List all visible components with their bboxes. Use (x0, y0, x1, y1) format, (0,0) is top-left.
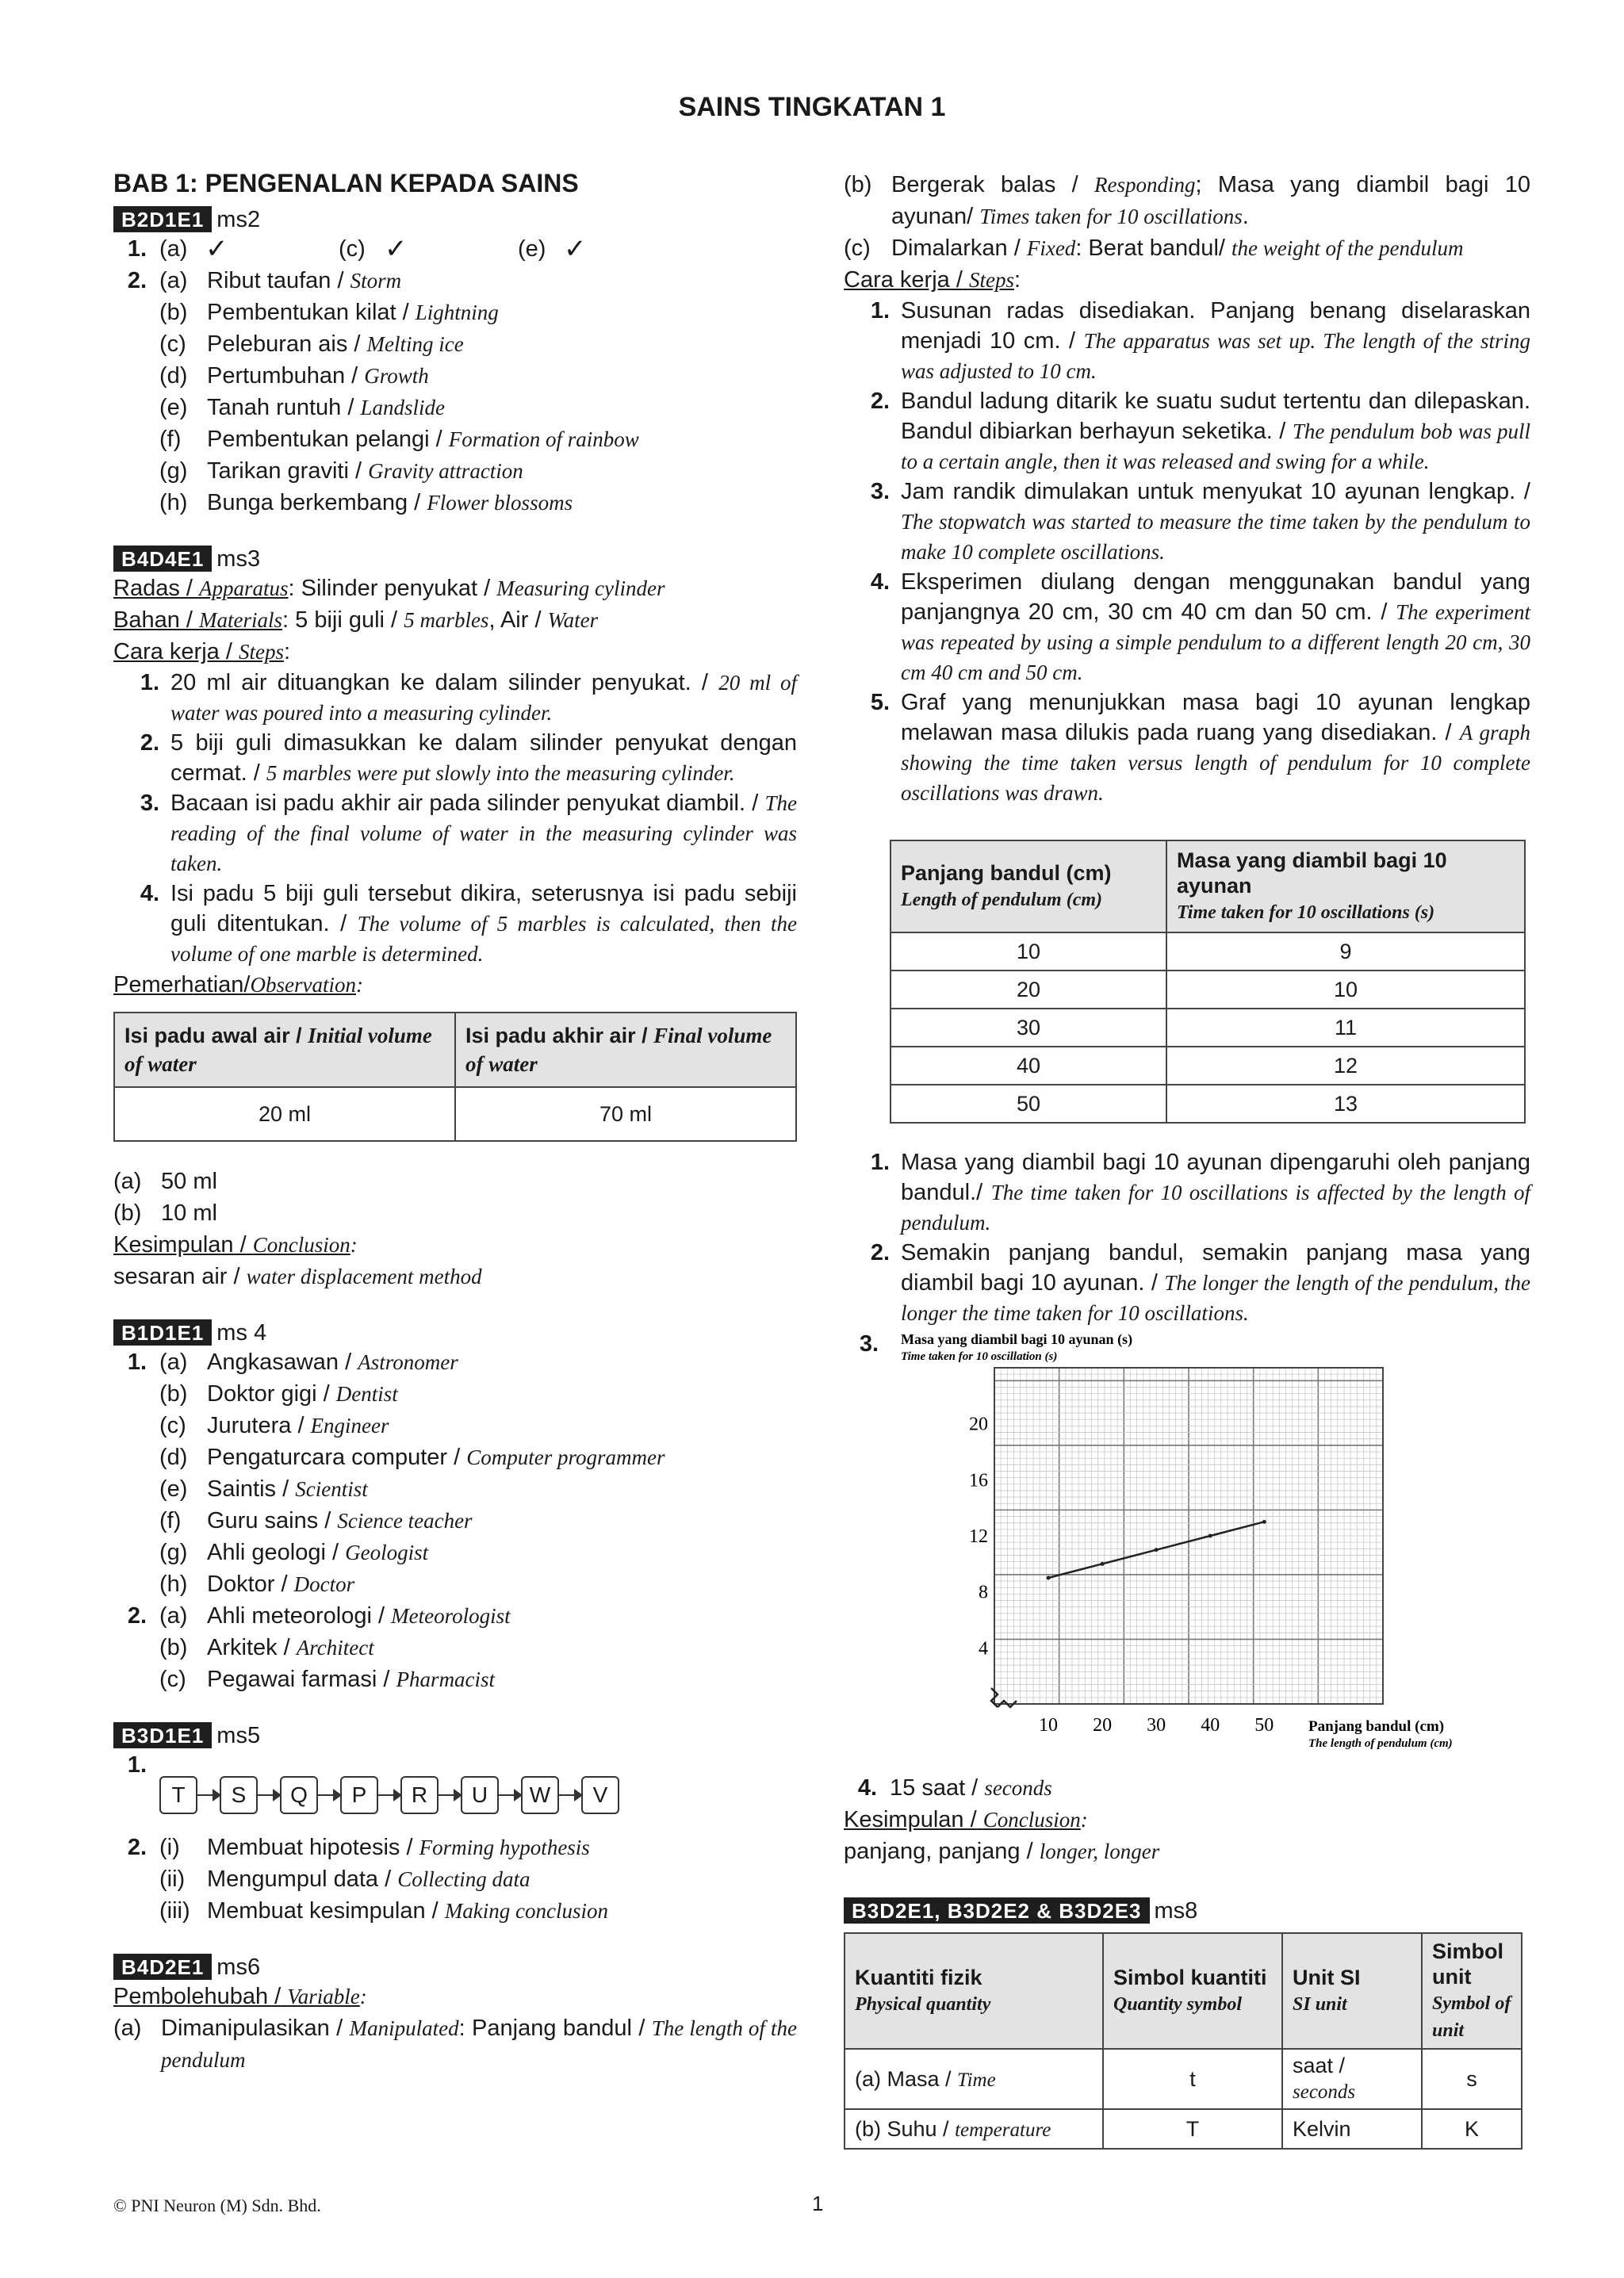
section-tag: B3D1E1 (113, 1722, 212, 1748)
check-icon: ✓ (564, 234, 587, 264)
step-item: 3. Bacaan isi padu akhir air pada silinder penyukat diambil. / The reading of the final volume of water in the measuring cylinder was taken. (140, 791, 797, 875)
list-item: (f) Guru sains / Science teacher (159, 1508, 473, 1533)
data-point (1262, 1520, 1266, 1524)
pendulum-table (890, 840, 1526, 1124)
step-item: 4. Eksperimen diulang dengan menggunakan bandul yang panjangnya 20 cm, 30 cm 40 cm dan 50 cm. / The experiment was repeated by using a simple pendulum to a different length 20 cm, 30 cm 40 cm and 50 cm. (870, 569, 1530, 684)
sequence-box: Q (280, 1776, 318, 1814)
y-tick-label: 8 (979, 1582, 988, 1603)
table-cell: 10 (1166, 971, 1525, 1009)
step-item: 2. Bandul ladung ditarik ke suatu sudut tertentu dan dilepaskan. Bandul dibiarkan berhayun seketika. / The pendulum bob was pull to a certain angle, then it was released and swing for a while. (870, 389, 1530, 473)
table-row (891, 971, 1525, 1009)
list-item: (h) Bunga berkembang / Flower blossoms (159, 490, 573, 515)
sequence-box: S (220, 1776, 258, 1814)
table-header: Isi padu akhir air / Final volume of water (455, 1013, 796, 1087)
x-tick-label: 50 (1254, 1715, 1274, 1736)
arrow-icon (378, 1794, 400, 1796)
list-item: (b) Pembentukan kilat / Lightning (159, 300, 499, 325)
page-title: SAINS TINGKATAN 1 (678, 92, 946, 122)
sequence-box: U (461, 1776, 499, 1814)
step-item: 1. Masa yang diambil bagi 10 ayunan dipengaruhi oleh panjang bandul./ The time taken for 10 oscillations is affected by the length of pendulum. (870, 1150, 1530, 1235)
conclusion-label: Kesimpulan / Conclusion: (113, 1232, 358, 1258)
answer-b: (b) 10 ml (113, 1200, 217, 1226)
data-point (1155, 1548, 1159, 1552)
materials-line: Bahan / Materials: 5 biji guli / 5 marbles, Air / Water (113, 607, 599, 633)
list-item: 2. (i) Membuat hipotesis / Forming hypothesis (127, 1835, 590, 1860)
section-tag: B1D1E1 (113, 1319, 212, 1346)
variable-b: (b) Bergerak balas / Responding; Masa yang diambil bagi 10 ayunan/ Times taken for 10 oscillations. (844, 172, 1530, 229)
arrow-icon (258, 1794, 280, 1796)
list-item: (d) Pertumbuhan / Growth (159, 363, 429, 389)
table-cell: 20 (891, 971, 1166, 1009)
x-tick-label: 10 (1039, 1715, 1059, 1736)
x-tick-label: 30 (1147, 1715, 1166, 1736)
page-ref: ms8 (1154, 1898, 1198, 1924)
conclusion-label: Kesimpulan / Conclusion: (844, 1807, 1088, 1832)
list-item: (e) Saintis / Scientist (159, 1476, 368, 1502)
list-item: (h) Doktor / Doctor (159, 1572, 355, 1597)
page-number: 1 (812, 2192, 824, 2215)
y-tick-label: 4 (979, 1638, 988, 1660)
table-cell: 12 (1166, 1047, 1525, 1085)
table-row: (a) Masa / Time t saat / seconds s (845, 2049, 1522, 2109)
variable-a: (a) Dimanipulasikan / Manipulated: Panjang bandul / The length of the pendulum (113, 2016, 797, 2072)
list-item: 2. (a) Ribut taufan / Storm (127, 268, 402, 293)
list-item: (g) Ahli geologi / Geologist (159, 1540, 429, 1565)
table-cell: 11 (1166, 1009, 1525, 1047)
conclusion-value: sesaran air / water displacement method (113, 1264, 482, 1289)
step-item: 2. Semakin panjang bandul, semakin panjang masa yang diambil bagi 10 ayunan. / The longer the length of the pendulum, the longer the time taken for 10 oscillations. (870, 1240, 1530, 1325)
section-b4d2e1 (113, 1954, 797, 2076)
page-ref: ms3 (216, 546, 261, 572)
section-b2d1e1 (113, 206, 797, 519)
variable-label: Pembolehubah / Variable: (113, 1984, 367, 2009)
list-item: (c) Jurutera / Engineer (159, 1413, 389, 1438)
page-ref: ms2 (216, 207, 261, 232)
arrow-icon (499, 1794, 521, 1796)
list-item: (f) Pembentukan pelangi / Formation of rainbow (159, 427, 639, 452)
question-1: 1. (a) ✓ (c) ✓ (e) ✓ (127, 234, 587, 264)
arrow-icon (318, 1794, 340, 1796)
check-icon: ✓ (385, 234, 408, 264)
right-column (844, 169, 1530, 2150)
table-header: Masa yang diambil bagi 10 ayunan Time taken for 10 oscillations (s) (1166, 840, 1525, 932)
y-tick-label: 20 (969, 1414, 988, 1435)
table-cell: 50 (891, 1085, 1166, 1123)
observation-table (113, 1012, 797, 1142)
steps-label: Cara kerja / Steps: (113, 639, 291, 664)
table-header: Kuantiti fizik Physical quantity (845, 1933, 1103, 2049)
table-cell: 9 (1166, 932, 1525, 971)
graph-area: 3. Masa yang diambil bagi 10 ayunan (s) Time taken for 10 oscillation (s) 4 8 12 16 20 10 20 30 40 50 Panjang bandul (cm) The length of pendulum (cm) (844, 1328, 1530, 1772)
y-tick-label: 16 (969, 1470, 988, 1491)
sequence-box: V (581, 1776, 619, 1814)
data-point (1208, 1534, 1212, 1538)
observation-label: Pemerhatian/Observation: (113, 972, 363, 997)
arrow-icon (197, 1794, 220, 1796)
list-item: (d) Pengaturcara computer / Computer programmer (159, 1445, 665, 1470)
left-column (113, 169, 797, 2076)
section-tag: B2D1E1 (113, 206, 212, 232)
section-b1d1e1 (113, 1319, 797, 1695)
y-tick-label: 12 (969, 1526, 988, 1547)
quantity-table (844, 1932, 1522, 2150)
list-item: (g) Tarikan graviti / Gravity attraction (159, 458, 523, 484)
apparatus-line: Radas / Apparatus: Silinder penyukat / Measuring cylinder (113, 576, 665, 601)
table-row (891, 932, 1525, 971)
step-item: 2. 5 biji guli dimasukkan ke dalam silinder penyukat dengan cermat. / 5 marbles were put slowly into the measuring cylinder. (140, 730, 797, 786)
section-tag: B4D4E1 (113, 546, 212, 572)
step-item: 4. Isi padu 5 biji guli tersebut dikira, seterusnya isi padu sebiji guli ditentukan. / The volume of 5 marbles is calculated, then the volume of one marble is determined. (140, 881, 798, 966)
step-item: 5. Graf yang menunjukkan masa bagi 10 ayunan lengkap melawan masa dilukis pada ruang yang disediakan. / A graph showing the time taken versus length of pendulum for 10 complete oscillations was drawn. (870, 690, 1531, 805)
step-item: 3. Jam randik dimulakan untuk menyukat 10 ayunan lengkap. / The stopwatch was started to measure the time taken by the pendulum to make 10 complete oscillations. (870, 479, 1530, 564)
table-cell: 70 ml (455, 1087, 796, 1141)
page-ref: ms6 (216, 1954, 261, 1980)
check-icon: ✓ (205, 234, 228, 264)
answer-4: 4. 15 saat / seconds (857, 1775, 1052, 1801)
sequence-box: T (159, 1776, 197, 1814)
page-ref: ms 4 (216, 1320, 267, 1346)
pendulum-graph (844, 1328, 1530, 1772)
table-header: Unit SI SI unit (1282, 1933, 1422, 2049)
list-item: (e) Tanah runtuh / Landslide (159, 395, 445, 420)
chapter-heading: BAB 1: PENGENALAN KEPADA SAINS (113, 169, 579, 197)
sequence-box: P (340, 1776, 378, 1814)
list-item: (b) Doktor gigi / Dentist (159, 1381, 398, 1407)
step-item: 1. Susunan radas disediakan. Panjang benang diselaraskan menjadi 10 cm. / The apparatus was set up. The length of the string was adjusted to 10 cm. (870, 298, 1530, 383)
steps-label: Cara kerja / Steps: (844, 267, 1021, 293)
table-header: Simbol unit Symbol of unit (1422, 1933, 1522, 2049)
table-cell: 40 (891, 1047, 1166, 1085)
x-axis-label: Panjang bandul (cm) (1308, 1718, 1445, 1735)
section-tag: B4D2E1 (113, 1954, 212, 1980)
sequence-flow (159, 1776, 797, 1814)
sequence-box: W (521, 1776, 559, 1814)
step-item: 1. 20 ml air dituangkan ke dalam silinder penyukat. / 20 ml of water was poured into a measuring cylinder. (140, 670, 797, 725)
table-row (891, 1047, 1525, 1085)
arrow-icon (559, 1794, 581, 1796)
list-item: (c) Pegawai farmasi / Pharmacist (159, 1667, 496, 1692)
table-row: (b) Suhu / temperature T Kelvin K (845, 2109, 1522, 2149)
table-header: Isi padu awal air / Initial volume of water (114, 1013, 455, 1087)
x-axis-label-en: The length of pendulum (cm) (1308, 1737, 1453, 1750)
list-item: 1. (a) Angkasawan / Astronomer (127, 1350, 458, 1375)
table-header: Simbol kuantiti Quantity symbol (1103, 1933, 1282, 2049)
table-cell: 20 ml (114, 1087, 455, 1141)
x-tick-label: 40 (1201, 1715, 1220, 1736)
list-item: (b) Arkitek / Architect (159, 1635, 374, 1660)
variable-c: (c) Dimalarkan / Fixed: Berat bandul/ the weight of the pendulum (844, 235, 1464, 261)
section-b4d4e1 (113, 546, 797, 1292)
table-cell: 30 (891, 1009, 1166, 1047)
footer-copyright: © PNI Neuron (M) Sdn. Bhd. (113, 2196, 321, 2215)
page-ref: ms5 (216, 1723, 261, 1748)
list-item: (c) Peleburan ais / Melting ice (159, 331, 464, 357)
table-row (891, 1009, 1525, 1047)
list-item: (iii) Membuat kesimpulan / Making conclusion (159, 1898, 609, 1924)
y-axis-label: Masa yang diambil bagi 10 ayunan (s) (901, 1331, 1133, 1347)
data-point (1047, 1576, 1051, 1580)
x-tick-label: 20 (1093, 1715, 1113, 1736)
answer-a: (a) 50 ml (113, 1169, 217, 1194)
table-cell: 10 (891, 932, 1166, 971)
list-item: (ii) Mengumpul data / Collecting data (159, 1866, 530, 1892)
conclusion-value: panjang, panjang / longer, longer (844, 1839, 1160, 1864)
section-b3d2e (844, 1897, 1530, 2150)
y-axis-label-en: Time taken for 10 oscillation (s) (901, 1350, 1058, 1363)
arrow-icon (439, 1794, 461, 1796)
table-row (891, 1085, 1525, 1123)
table-cell: 13 (1166, 1085, 1525, 1123)
section-b3d1e1: B3D1E1 ms5 1. T S Q P R U W V 2. (i) Membuat hipotesis / Forming hypothesis (ii) Mengumpul data / Collecting data (iii) Membuat kesimpulan / Making conclusion (113, 1722, 797, 1927)
section-tag: B3D2E1, B3D2E2 & B3D2E3 (844, 1897, 1150, 1924)
list-item: 2. (a) Ahli meteorologi / Meteorologist (127, 1603, 511, 1629)
data-point (1101, 1562, 1105, 1566)
table-header: Panjang bandul (cm) Length of pendulum (cm) (891, 840, 1166, 932)
sequence-box: R (400, 1776, 439, 1814)
